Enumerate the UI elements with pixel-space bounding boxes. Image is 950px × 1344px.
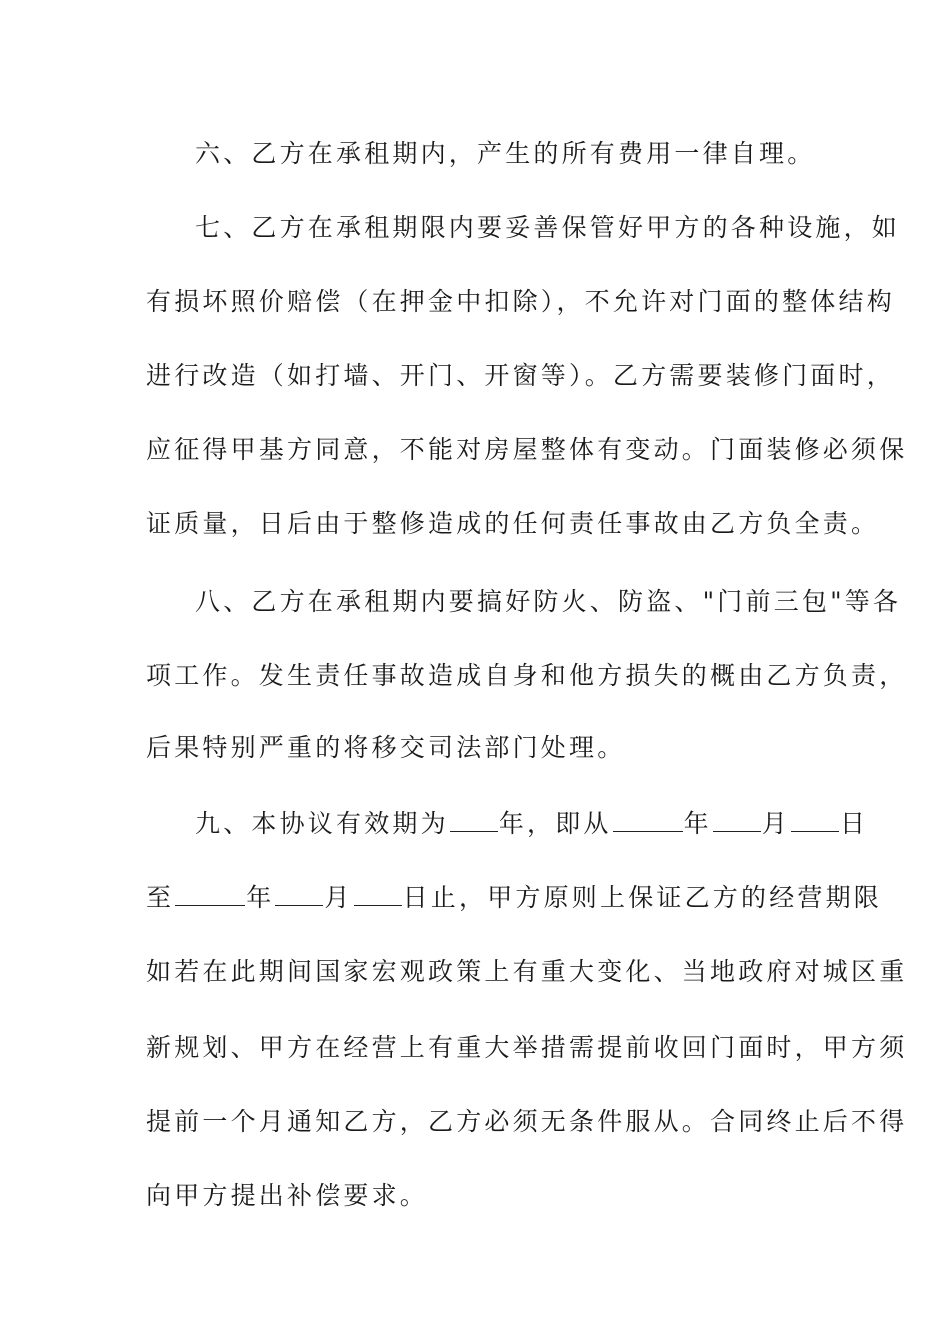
clause-9-text-a: 九、本协议有效期为 bbox=[195, 809, 449, 838]
clause-9-text-i: 日止，甲方原则上保证乙方的经营期限 bbox=[402, 883, 883, 912]
clause-8-line-3: 后果特别严重的将移交司法部门处理。 bbox=[146, 733, 626, 762]
end-day-blank bbox=[354, 883, 402, 906]
clause-9-line-1 bbox=[195, 806, 869, 842]
clause-9-line-3: 如若在此期间国家宏观政策上有重大变化、当地政府对城区重 bbox=[146, 957, 908, 986]
clause-8-line-1: 八、乙方在承租期内要搞好防火、防盗、"门前三包"等各 bbox=[195, 587, 902, 616]
clause-9-text-c: 年 bbox=[683, 809, 712, 838]
clause-9-line-2 bbox=[146, 880, 883, 916]
start-year-blank bbox=[613, 809, 683, 832]
clause-9-text-f: 至 bbox=[146, 883, 175, 912]
clause-9-text-b: 年，即从 bbox=[498, 809, 612, 838]
end-month-blank bbox=[275, 883, 323, 906]
clause-9-text-g: 年 bbox=[246, 883, 275, 912]
clause-9-text-h: 月 bbox=[324, 883, 353, 912]
clause-9-line-4: 新规划、甲方在经营上有重大举措需提前收回门面时，甲方须 bbox=[146, 1033, 908, 1062]
clause-7-line-4: 应征得甲基方同意，不能对房屋整体有变动。门面装修必须保 bbox=[146, 435, 908, 464]
clause-9-line-6: 向甲方提出补偿要求。 bbox=[146, 1181, 429, 1210]
clause-9-line-5: 提前一个月通知乙方，乙方必须无条件服从。合同终止后不得 bbox=[146, 1107, 908, 1136]
clause-6-line-1: 六、乙方在承租期内，产生的所有费用一律自理。 bbox=[195, 139, 816, 168]
clause-7-line-5: 证质量，日后由于整修造成的任何责任事故由乙方负全责。 bbox=[146, 509, 880, 538]
years-blank bbox=[450, 809, 498, 832]
clause-9-text-d: 月 bbox=[761, 809, 791, 838]
start-day-blank bbox=[791, 809, 839, 832]
clause-7-line-2: 有损坏照价赔偿（在押金中扣除），不允许对门面的整体结构 bbox=[146, 287, 895, 316]
clause-7-line-3: 进行改造（如打墙、开门、开窗等）。乙方需要装修门面时， bbox=[146, 361, 895, 390]
start-month-blank bbox=[713, 809, 761, 832]
clause-7-line-1: 七、乙方在承租期限内要妥善保管好甲方的各种设施，如 bbox=[195, 213, 901, 242]
clause-9-text-e: 日 bbox=[840, 809, 869, 838]
clause-8-line-2: 项工作。发生责任事故造成自身和他方损失的概由乙方负责， bbox=[146, 661, 908, 690]
end-year-blank bbox=[175, 883, 245, 906]
